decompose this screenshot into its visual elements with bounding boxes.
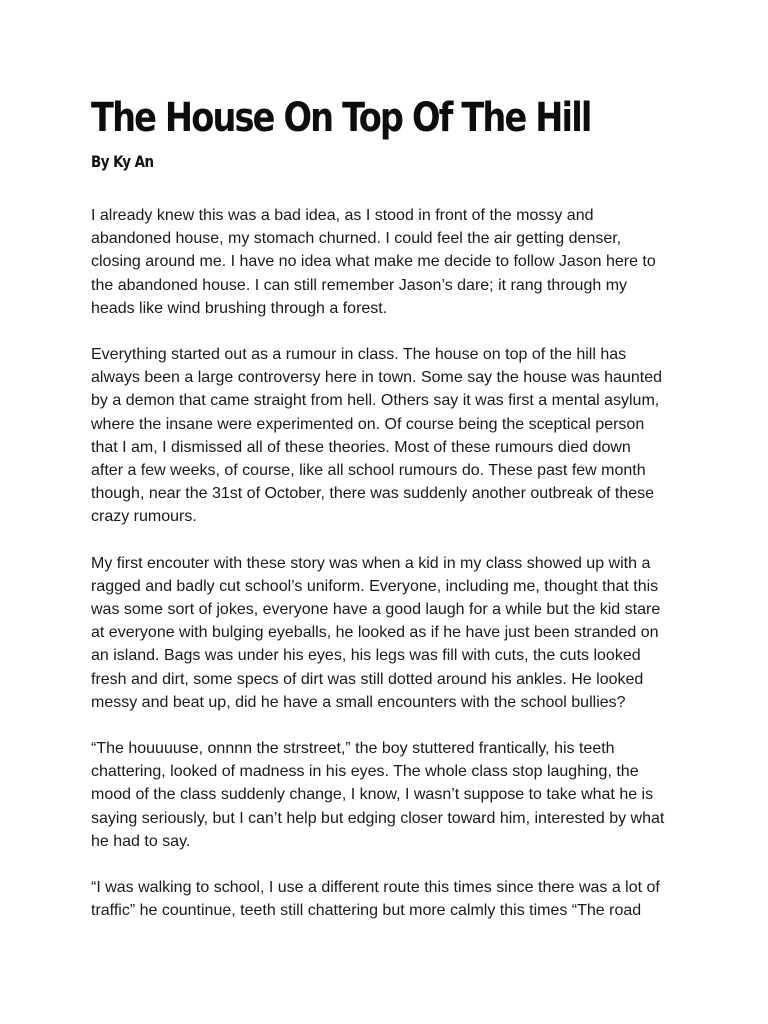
text-line: at everyone with bulging eyeballs, he looked as if he have just been stranded on	[91, 624, 659, 642]
text-line: “I was walking to school, I use a different route this times since there was a lot of	[91, 879, 660, 897]
text-line: traffic” he countinue, teeth still chattering but more calmly this times “The road	[91, 902, 642, 920]
text-line: mood of the class suddenly change, I know, I wasn’t suppose to take what he is	[91, 786, 654, 804]
document-title: The House On Top Of The Hill	[91, 95, 591, 141]
text-line: was some sort of jokes, everyone have a good laugh for a while but the kid stare	[91, 601, 661, 619]
text-line: ragged and badly cut school’s uniform. Everyone, including me, thought that this	[91, 577, 659, 595]
story-paragraph	[91, 876, 691, 922]
text-line: messy and beat up, did he have a small encounters with the school bullies?	[91, 693, 626, 711]
story-paragraph	[91, 737, 691, 853]
story-paragraph	[91, 552, 691, 714]
text-line: the abandoned house. I can still remember Jason’s dare; it rang through my	[91, 276, 628, 294]
text-line: crazy rumours.	[91, 508, 197, 526]
text-line: always been a large controversy here in town. Some say the house was haunted	[91, 369, 662, 387]
text-line: “The houuuuse, onnnn the strstreet,” the boy stuttered frantically, his teeth	[91, 740, 615, 758]
text-line: My first encouter with these story was when a kid in my class showed up with a	[91, 554, 651, 572]
text-line: where the insane were experimented on. Of course being the sceptical person	[91, 415, 645, 433]
story-paragraph	[91, 204, 691, 320]
story-paragraph	[91, 343, 691, 529]
text-line: that I am, I dismissed all of these theories. Most of these rumours died down	[91, 438, 631, 456]
text-line: by a demon that came straight from hell. Others say it was first a mental asylum,	[91, 392, 660, 410]
document-content	[91, 88, 691, 945]
text-line: closing around me. I have no idea what make me decide to follow Jason here to	[91, 253, 656, 271]
text-line: he had to say.	[91, 832, 191, 850]
text-line: though, near the 31st of October, there was suddenly another outbreak of these	[91, 485, 655, 503]
text-line: after a few weeks, of course, like all school rumours do. These past few month	[91, 462, 646, 480]
text-line: chattering, looked of madness in his eyes. The whole class stop laughing, the	[91, 763, 639, 781]
story-body	[91, 204, 691, 922]
text-line: abandoned house, my stomach churned. I could feel the air getting denser,	[91, 230, 622, 248]
text-line: an island. Bags was under his eyes, his legs was fill with cuts, the cuts looked	[91, 647, 641, 665]
text-line: saying seriously, but I can’t help but edging closer toward him, interested by what	[91, 809, 665, 827]
text-line: I already knew this was a bad idea, as I stood in front of the mossy and	[91, 207, 594, 224]
text-line: fresh and dirt, some specs of dirt was still dotted around his ankles. He looked	[91, 670, 644, 688]
author-byline: By Ky An	[91, 152, 154, 171]
text-line: heads like wind brushing through a forest.	[91, 299, 388, 317]
text-line: Everything started out as a rumour in class. The house on top of the hill has	[91, 346, 627, 364]
